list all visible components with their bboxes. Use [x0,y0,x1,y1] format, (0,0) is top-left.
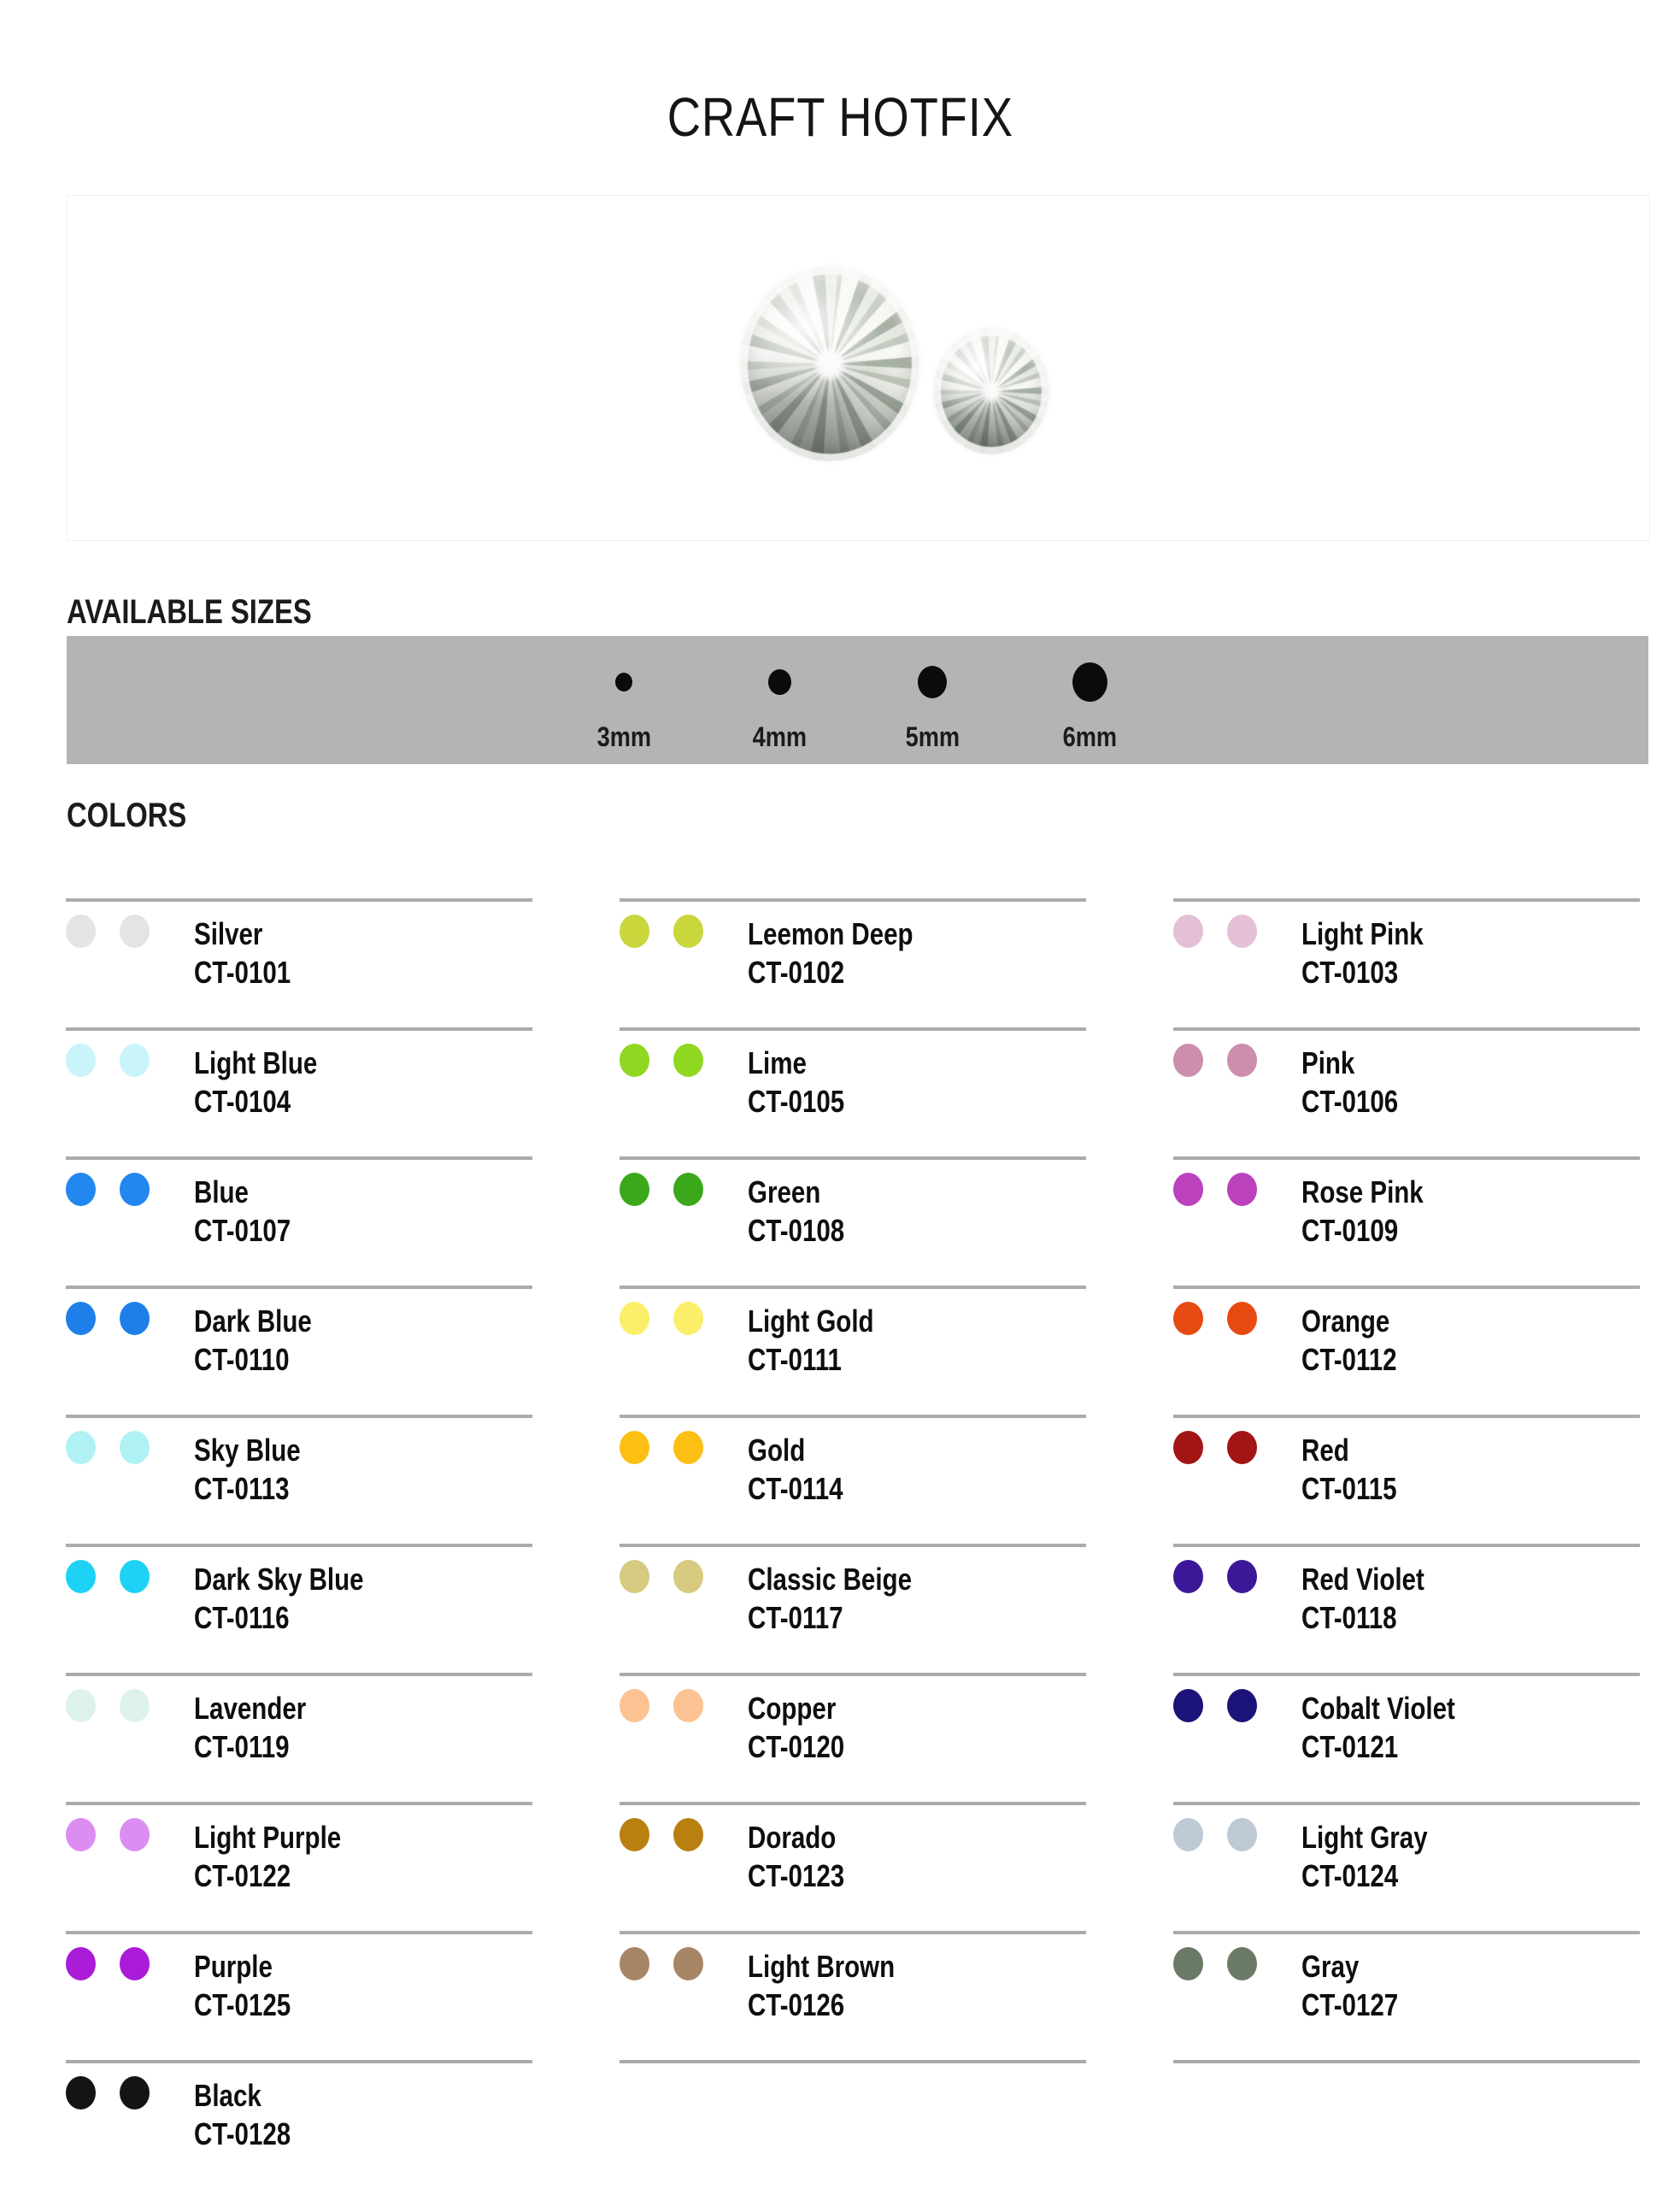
color-text [748,1173,866,1250]
color-code: CT-0109 [1301,1213,1399,1248]
color-code: CT-0101 [194,955,291,990]
color-name: Light Gray [1301,1820,1428,1855]
color-text [1301,1818,1455,1895]
swatch-pair [1173,1044,1257,1077]
color-swatch-icon [673,1044,703,1077]
swatch-pair [620,1431,703,1464]
color-code: CT-0116 [194,1600,290,1635]
color-entry [1173,1673,1640,1802]
size-option [1030,655,1149,753]
color-text [194,1173,312,1250]
color-name: Gray [1301,1949,1360,1984]
color-name: Classic Beige [748,1562,912,1597]
color-entry [66,1673,532,1802]
size-dot-holder [1030,655,1149,709]
swatch-pair [66,1689,150,1722]
available-sizes-heading: AVAILABLE SIZES [67,593,312,631]
color-code: CT-0120 [748,1729,845,1764]
color-text [1301,1689,1489,1766]
color-text [748,1560,948,1637]
color-swatch-icon [1227,1818,1257,1851]
color-entry [1173,1544,1640,1673]
color-text [748,1947,927,2024]
color-code: CT-0119 [194,1729,290,1764]
color-text [194,1431,324,1508]
color-swatch-icon [66,915,96,948]
color-text [748,915,949,992]
color-name: Lavender [194,1691,307,1726]
color-swatch-icon [673,1560,703,1593]
color-swatch-icon [1227,1689,1257,1722]
color-swatch-icon [120,915,150,948]
color-entry [1173,1027,1640,1156]
swatch-pair [620,1560,703,1593]
color-text [194,1947,312,2024]
color-code: CT-0118 [1301,1600,1397,1635]
color-text [1301,1947,1419,2024]
color-name: Lime [748,1045,807,1080]
color-swatch-icon [120,1689,150,1722]
color-name: Silver [194,916,263,951]
color-swatch-icon [1227,1044,1257,1077]
color-code: CT-0108 [748,1213,845,1248]
color-entry [1173,1156,1640,1286]
color-name: Cobalt Violet [1301,1691,1455,1726]
color-swatch-icon [66,1173,96,1206]
color-code: CT-0122 [194,1858,291,1893]
color-entry [1173,898,1640,1027]
color-name: Light Brown [748,1949,896,1984]
size-label: 3mm [596,721,651,752]
color-text [1301,1431,1418,1508]
color-swatch-icon [1173,1173,1203,1206]
sizes-bar [67,636,1648,764]
swatch-pair [1173,1173,1257,1206]
swatch-pair [1173,1431,1257,1464]
color-swatch-icon [66,1044,96,1077]
color-entry [66,2060,532,2189]
color-swatch-icon [1227,1173,1257,1206]
swatch-pair [66,915,150,948]
swatch-pair [1173,1818,1257,1851]
color-name: Light Pink [1301,916,1424,951]
color-code: CT-0104 [194,1084,291,1119]
color-entry [620,1156,1086,1286]
color-name: Copper [748,1691,837,1726]
color-code: CT-0103 [1301,955,1399,990]
size-option [872,655,992,753]
swatch-pair [66,1947,150,1980]
swatch-pair [1173,1302,1257,1335]
color-entry [66,1544,532,1673]
color-entry [620,1415,1086,1544]
size-dot-icon [918,666,947,698]
color-swatch-icon [620,1431,649,1464]
color-name: Dark Blue [194,1303,312,1339]
color-swatch-icon [66,1818,96,1851]
color-entry [620,1931,1086,2060]
color-name: Rose Pink [1301,1174,1424,1209]
color-entry [66,1802,532,1931]
color-name: Dark Sky Blue [194,1562,364,1597]
swatch-pair [66,1818,150,1851]
swatch-pair [620,1302,703,1335]
size-dot-holder [872,655,992,709]
swatch-pair [66,2076,150,2110]
color-entry [66,1415,532,1544]
color-name: Light Gold [748,1303,874,1339]
swatch-pair [620,1044,703,1077]
color-swatch-icon [120,1431,150,1464]
color-swatch-icon [1227,1947,1257,1980]
color-swatch-icon [620,1044,649,1077]
size-dot-icon [768,669,791,695]
swatch-pair [620,1689,703,1722]
color-text [1301,915,1450,992]
color-name: Black [194,2078,261,2113]
color-swatch-icon [120,1044,150,1077]
color-swatch-icon [66,1689,96,1722]
swatch-pair [66,1560,150,1593]
swatch-pair [66,1044,150,1077]
size-label: 4mm [752,721,807,752]
color-swatch-icon [673,1302,703,1335]
color-swatch-icon [620,1689,649,1722]
page-title-text: CRAFT HOTFIX [667,86,1013,148]
color-text [748,1689,866,1766]
color-code: CT-0114 [748,1471,843,1506]
color-text [1301,1173,1450,1250]
color-swatch-icon [1227,1302,1257,1335]
color-code: CT-0105 [748,1084,845,1119]
color-code: CT-0107 [194,1213,291,1248]
color-code: CT-0124 [1301,1858,1399,1893]
color-swatch-icon [620,1947,649,1980]
color-swatch-icon [66,1560,96,1593]
product-photo-box [67,195,1650,541]
color-name: Red [1301,1433,1349,1468]
color-swatch-icon [1173,1044,1203,1077]
color-swatch-icon [1173,1818,1203,1851]
color-name: Leemon Deep [748,916,913,951]
color-code: CT-0106 [1301,1084,1399,1119]
color-swatch-icon [1173,1431,1203,1464]
color-swatch-icon [120,1560,150,1593]
color-swatch-icon [1227,1431,1257,1464]
size-option [720,655,839,753]
color-code: CT-0126 [748,1987,845,2022]
color-swatch-icon [673,1431,703,1464]
color-code: CT-0113 [194,1471,290,1506]
color-swatch-icon [1173,1302,1203,1335]
color-entry [620,1802,1086,1931]
color-entry [620,1544,1086,1673]
color-swatch-icon [120,1302,150,1335]
color-swatch-icon [66,1947,96,1980]
colors-heading: COLORS [67,797,187,834]
color-swatch-icon [66,2076,96,2110]
color-swatch-icon [120,1818,150,1851]
color-entry [66,1156,532,1286]
color-text [748,1818,866,1895]
color-entry [620,1673,1086,1802]
color-name: Pink [1301,1045,1355,1080]
color-text [748,1431,864,1508]
color-entry [1173,1415,1640,1544]
color-code: CT-0110 [194,1342,290,1377]
color-text [194,1560,401,1637]
color-entry [620,898,1086,1027]
color-swatch-icon [120,1173,150,1206]
color-entry [66,1931,532,2060]
rhinestone-large-image [741,268,919,461]
rhinestone-small-image [934,329,1049,454]
color-name: Gold [748,1433,806,1468]
color-text [194,1044,344,1121]
color-text [194,2076,312,2153]
color-swatch-icon [1173,1689,1203,1722]
color-text [194,1302,338,1379]
color-entry [1173,1802,1640,1931]
color-entry [1173,1286,1640,1415]
color-code: CT-0117 [748,1600,843,1635]
color-name: Light Blue [194,1045,318,1080]
color-swatch-icon [1227,1560,1257,1593]
color-entry [620,1286,1086,1415]
swatch-pair [620,1818,703,1851]
color-text [1301,1044,1419,1121]
size-dot-holder [564,655,684,709]
color-name: Sky Blue [194,1433,301,1468]
color-name: Orange [1301,1303,1390,1339]
swatch-pair [1173,915,1257,948]
color-swatch-icon [1173,1947,1203,1980]
color-entry [66,898,532,1027]
color-swatch-icon [620,915,649,948]
size-dot-icon [1072,662,1107,702]
swatch-pair [66,1431,150,1464]
swatch-pair [66,1302,150,1335]
swatch-pair [620,1173,703,1206]
color-name: Light Purple [194,1820,342,1855]
color-entry-empty [1173,2060,1640,2189]
color-swatch-icon [120,2076,150,2110]
swatch-pair [1173,1560,1257,1593]
color-swatch-icon [66,1302,96,1335]
color-text [194,1689,331,1766]
colors-grid [66,898,1640,2189]
color-code: CT-0123 [748,1858,845,1893]
color-text [194,1818,373,1895]
color-code: CT-0121 [1301,1729,1399,1764]
swatch-pair [1173,1947,1257,1980]
color-entry [66,1286,532,1415]
size-option [564,655,684,753]
color-swatch-icon [1173,1560,1203,1593]
color-text [194,915,312,992]
color-name: Red Violet [1301,1562,1424,1597]
color-swatch-icon [620,1302,649,1335]
color-swatch-icon [1173,915,1203,948]
color-text [1301,1560,1451,1637]
color-entry [620,1027,1086,1156]
swatch-pair [620,1947,703,1980]
color-swatch-icon [1227,915,1257,948]
color-name: Dorado [748,1820,837,1855]
color-code: CT-0128 [194,2116,291,2151]
size-label: 5mm [905,721,960,752]
page-title [0,85,1680,149]
color-code: CT-0111 [748,1342,842,1377]
size-dot-holder [720,655,839,709]
swatch-pair [620,915,703,948]
color-swatch-icon [66,1431,96,1464]
color-name: Blue [194,1174,249,1209]
color-swatch-icon [620,1818,649,1851]
color-swatch-icon [673,1947,703,1980]
color-code: CT-0112 [1301,1342,1397,1377]
color-text [748,1044,866,1121]
color-name: Purple [194,1949,273,1984]
color-entry [1173,1931,1640,2060]
color-text [748,1302,902,1379]
color-text [1301,1302,1418,1379]
color-swatch-icon [673,1818,703,1851]
swatch-pair [1173,1689,1257,1722]
color-code: CT-0115 [1301,1471,1397,1506]
color-entry-empty [620,2060,1086,2189]
color-code: CT-0125 [194,1987,291,2022]
color-swatch-icon [620,1560,649,1593]
color-swatch-icon [620,1173,649,1206]
color-swatch-icon [120,1947,150,1980]
color-entry [66,1027,532,1156]
color-swatch-icon [673,915,703,948]
swatch-pair [66,1173,150,1206]
size-dot-icon [615,673,632,691]
color-code: CT-0127 [1301,1987,1399,2022]
size-label: 6mm [1062,721,1117,752]
color-code: CT-0102 [748,955,845,990]
color-swatch-icon [673,1173,703,1206]
color-swatch-icon [673,1689,703,1722]
color-name: Green [748,1174,821,1209]
